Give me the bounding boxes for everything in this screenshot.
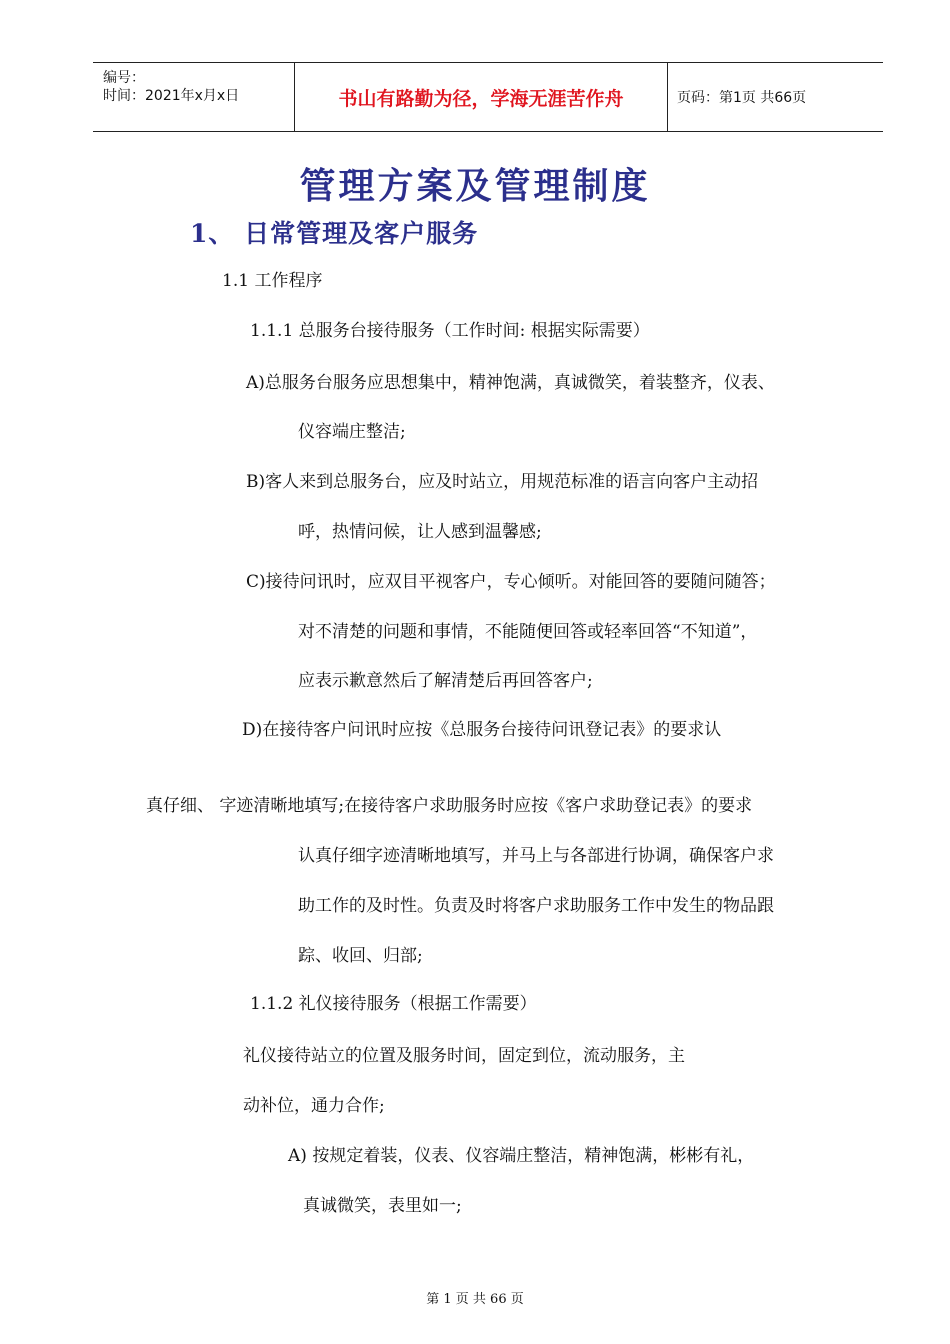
paragraph-line: A)总服务台服务应思想集中，精神饱满，真诚微笑，着装整齐，仪表、: [246, 373, 775, 393]
paragraph-line: 礼仪接待站立的位置及服务时间，固定到位，流动服务，主: [243, 1046, 685, 1066]
paragraph-line: 真诚微笑，表里如一;: [303, 1196, 462, 1216]
number-label: 编号：: [103, 70, 145, 86]
paragraph-line: 仪容端庄整洁;: [298, 422, 406, 442]
header-page-info: 页码：第1页 共66页: [677, 90, 807, 106]
document-title: 管理方案及管理制度: [299, 165, 651, 207]
paragraph-line: 应表示歉意然后了解清楚后再回答客户;: [298, 671, 593, 691]
header-motto: 书山有路勤为径，学海无涯苦作舟: [295, 63, 668, 131]
paragraph-line: D)在接待客户问讯时应按《总服务台接待问讯登记表》的要求认: [242, 720, 722, 740]
page-footer: 第 1 页 共 66 页: [426, 1292, 524, 1307]
item-heading: 1.1.1 总服务台接待服务（工作时间: 根据实际需要）: [250, 321, 650, 341]
paragraph-line: 认真仔细字迹清晰地填写，并马上与各部进行协调，确保客户求: [298, 846, 774, 866]
subsection-heading: 1.1 工作程序: [222, 271, 323, 291]
paragraph-line: 呼，热情问候，让人感到温馨感;: [298, 522, 542, 542]
paragraph-line: 助工作的及时性。负责及时将客户求助服务工作中发生的物品跟: [298, 896, 774, 916]
time-label: 时间：2021年x月x日: [103, 88, 240, 104]
item-heading: 1.1.2 礼仪接待服务（根据工作需要）: [250, 994, 537, 1014]
paragraph-line: A) 按规定着装，仪表、仪容端庄整洁，精神饱满，彬彬有礼，: [288, 1146, 755, 1166]
section-heading: 1、 日常管理及客户服务: [190, 219, 479, 248]
paragraph-line: 真仔细、 字迹清晰地填写;在接待客户求助服务时应按《客户求助登记表》的要求: [146, 796, 753, 816]
header-table: [93, 62, 883, 132]
paragraph-line: 动补位，通力合作;: [243, 1096, 385, 1116]
header-meta-cell: [93, 63, 295, 131]
paragraph-line: 踪、收回、归部;: [298, 946, 423, 966]
paragraph-line: C)接待问讯时，应双目平视客户，专心倾听。对能回答的要随问随答；: [246, 572, 776, 592]
paragraph-line: 对不清楚的问题和事情，不能随便回答或轻率回答“不知道”，: [298, 622, 758, 642]
paragraph-line: B)客人来到总服务台，应及时站立，用规范标准的语言向客户主动招: [246, 472, 759, 492]
